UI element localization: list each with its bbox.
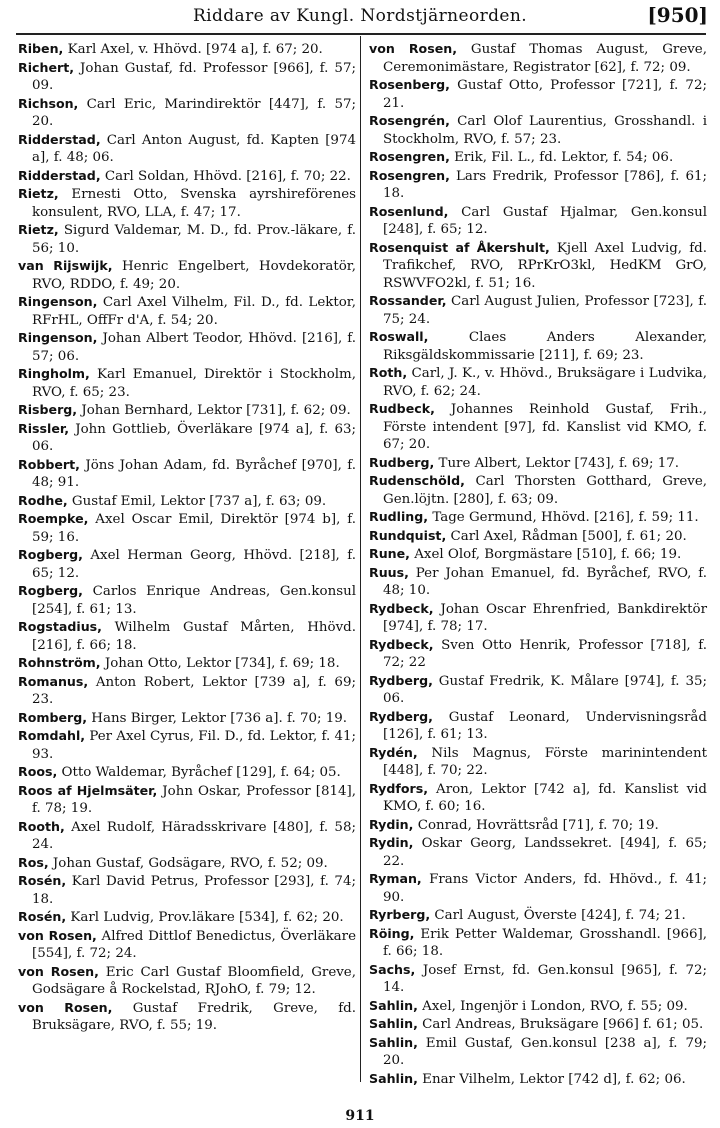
entry-details: Axel Olof, Borgmästare [510], f. 66; 19. bbox=[409, 547, 682, 562]
entry-details: Gustaf Fredrik, Greve, fd. Bruksägare, RVO, f. 55; 19. bbox=[32, 1000, 356, 1033]
right-column bbox=[369, 40, 707, 1088]
register-entry bbox=[18, 329, 356, 365]
entry-details: Karl Emanuel, Direktör i Stockholm, RVO, f. 65; 23. bbox=[32, 367, 356, 400]
register-entry bbox=[18, 59, 356, 95]
entry-surname: Rosengrén, bbox=[369, 113, 450, 128]
entry-details: Gustaf Fredrik, K. Målare [974], f. 35; 06. bbox=[383, 673, 707, 706]
register-entry bbox=[369, 454, 707, 473]
page-header bbox=[0, 0, 720, 36]
entry-surname: Rietz, bbox=[18, 186, 59, 201]
register-entry bbox=[369, 925, 707, 961]
entry-details: Carl Soldan, Hhövd. [216], f. 70; 22. bbox=[100, 168, 351, 184]
entry-surname: Rooth, bbox=[18, 818, 65, 834]
register-entry bbox=[18, 727, 356, 763]
entry-details: Axel Oscar Emil, Direktör [974 b], f. 59; 16. bbox=[32, 512, 356, 545]
header-rule bbox=[16, 33, 706, 35]
entry-details: Eric Carl Gustaf Bloomfield, Greve, Godsägare å Rockelstad, RJohO, f. 79; 12. bbox=[32, 964, 356, 997]
register-entry bbox=[18, 257, 356, 293]
entry-surname: Rydin, bbox=[369, 835, 414, 850]
entry-surname: Rudenschöld, bbox=[369, 473, 465, 488]
register-entry bbox=[18, 167, 356, 186]
entry-details: Josef Ernst, fd. Gen.konsul [965], f. 72; 14. bbox=[383, 962, 707, 995]
register-entry bbox=[369, 527, 707, 546]
entry-surname: Ryman, bbox=[369, 871, 422, 886]
register-entry bbox=[369, 600, 707, 636]
entry-surname: Rogberg, bbox=[18, 583, 83, 598]
entry-surname: Riben, bbox=[18, 41, 64, 56]
entry-surname: Roth, bbox=[369, 365, 408, 380]
column-divider bbox=[360, 36, 361, 1082]
entry-details: Sven Otto Henrik, Professor [718], f. 72; 22 bbox=[383, 637, 707, 670]
register-entry bbox=[18, 131, 356, 167]
entry-surname: Rosenquist af Åkershult, bbox=[369, 239, 550, 255]
register-entry bbox=[369, 636, 707, 672]
entry-details: Kjell Axel Ludvig, fd. Trafikchef, RVO, RPrKrO3kl, HedKM GrO, RSWVFO2kl, f. 51; 16. bbox=[383, 240, 707, 291]
entry-details: Johan Gustaf, Godsägare, RVO, f. 52; 09. bbox=[48, 855, 328, 871]
running-title: Riddare av Kungl. Nordstjärneorden. bbox=[192, 6, 528, 26]
register-entry bbox=[369, 40, 707, 76]
register-entry bbox=[369, 834, 707, 870]
register-entry bbox=[369, 545, 707, 564]
register-entry bbox=[18, 95, 356, 131]
entry-surname: Rosengren, bbox=[369, 149, 450, 164]
entry-surname: Ruus, bbox=[369, 564, 409, 580]
register-entry bbox=[369, 870, 707, 906]
entry-surname: Romdahl, bbox=[18, 728, 86, 743]
entry-details: Emil Gustaf, Gen.konsul [238 a], f. 79; 20. bbox=[383, 1035, 707, 1068]
register-entry bbox=[369, 1034, 707, 1070]
register-entry bbox=[18, 927, 356, 963]
entry-details: Carl Olof Laurentius, Grosshandl. i Stockholm, RVO, f. 57; 23. bbox=[383, 114, 707, 147]
entry-details: Ture Albert, Lektor [743], f. 69; 17. bbox=[434, 455, 680, 471]
register-entry bbox=[18, 293, 356, 329]
register-entry bbox=[18, 420, 356, 456]
entry-surname: Richert, bbox=[18, 59, 75, 75]
entry-surname: von Rosen, bbox=[18, 963, 99, 979]
register-entry bbox=[369, 961, 707, 997]
register-entry bbox=[18, 456, 356, 492]
entry-details: Johan Albert Teodor, Hhövd. [216], f. 57; 06. bbox=[32, 331, 356, 364]
entry-surname: Röing, bbox=[369, 925, 415, 941]
entry-details: Ernesti Otto, Svenska ayrshireförenes konsulent, RVO, LLA, f. 47; 17. bbox=[32, 187, 356, 220]
entry-details: Johan Otto, Lektor [734], f. 69; 18. bbox=[100, 656, 340, 671]
entry-surname: Rydberg, bbox=[369, 672, 433, 688]
entry-surname: Rydin, bbox=[369, 816, 414, 832]
entry-surname: Richson, bbox=[18, 95, 79, 111]
register-entry bbox=[18, 908, 356, 927]
register-entry bbox=[18, 854, 356, 873]
register-entry bbox=[369, 239, 707, 293]
entry-details: Sigurd Valdemar, M. D., fd. Prov.-läkare, f. 56; 10. bbox=[32, 223, 356, 256]
entry-details: Claes Anders Alexander, Riksgäldskommissarie [211], f. 69; 23. bbox=[383, 330, 707, 363]
register-entry bbox=[18, 673, 356, 709]
register-entry bbox=[369, 1015, 707, 1034]
entry-surname: Rosén, bbox=[18, 909, 67, 924]
entry-surname: Rudbeck, bbox=[369, 401, 435, 416]
register-entry bbox=[369, 1070, 707, 1089]
register-entry bbox=[369, 744, 707, 780]
entry-surname: Ringenson, bbox=[18, 330, 98, 345]
entry-details: Hans Birger, Lektor [736 a]. f. 70; 19. bbox=[87, 710, 348, 726]
entry-surname: Roswall, bbox=[369, 329, 429, 344]
entry-details: Enar Vilhelm, Lektor [742 d], f. 62; 06. bbox=[417, 1071, 686, 1087]
entry-details: Axel, Ingenjör i London, RVO, f. 55; 09. bbox=[417, 998, 688, 1014]
entry-surname: Sahlin, bbox=[369, 1070, 418, 1086]
entry-details: Johan Gustaf, fd. Professor [966], f. 57; 09. bbox=[32, 60, 356, 93]
entry-details: Carl August Julien, Professor [723], f. 75; 24. bbox=[383, 294, 707, 327]
register-entry bbox=[18, 654, 356, 673]
entry-details: Henric Engelbert, Hovdekoratör, RVO, RDDO, f. 49; 20. bbox=[32, 259, 356, 292]
entry-details: Conrad, Hovrättsråd [71], f. 70; 19. bbox=[413, 817, 659, 833]
entry-surname: Rosenlund, bbox=[369, 203, 449, 219]
register-entry bbox=[18, 510, 356, 546]
entry-surname: Risberg, bbox=[18, 402, 78, 417]
entry-surname: Sahlin, bbox=[369, 1016, 418, 1031]
entry-surname: Rudberg, bbox=[369, 454, 435, 470]
entry-surname: Rogstadius, bbox=[18, 619, 102, 634]
entry-details: Gustaf Leonard, Undervisningsråd [126], f. 61; 13. bbox=[383, 709, 707, 742]
entry-details: Per Axel Cyrus, Fil. D., fd. Lektor, f. 41; 93. bbox=[32, 729, 357, 762]
register-entry bbox=[369, 672, 707, 708]
entry-details: Erik, Fil. L., fd. Lektor, f. 54; 06. bbox=[449, 150, 674, 165]
entry-surname: von Rosen, bbox=[369, 41, 457, 56]
entry-details: Carlos Enrique Andreas, Gen.konsul [254], f. 61; 13. bbox=[32, 584, 356, 617]
entry-surname: Rietz, bbox=[18, 222, 59, 237]
register-entry bbox=[369, 780, 707, 816]
entry-details: Carl Eric, Marindirektör [447], f. 57; 20. bbox=[32, 96, 356, 129]
register-entry bbox=[369, 816, 707, 835]
entry-surname: Sahlin, bbox=[369, 1034, 418, 1050]
entry-details: Gustaf Emil, Lektor [737 a], f. 63; 09. bbox=[67, 493, 327, 509]
entry-surname: Robbert, bbox=[18, 456, 80, 472]
entry-details: Carl August, Överste [424], f. 74; 21. bbox=[430, 908, 686, 923]
entry-details: Alfred Dittlof Benedictus, Överläkare [554], f. 72; 24. bbox=[32, 928, 356, 961]
entry-details: Karl David Petrus, Professor [293], f. 74; 18. bbox=[32, 874, 356, 907]
entry-details: Aron, Lektor [742 a], fd. Kanslist vid KMO, f. 60; 16. bbox=[383, 781, 707, 814]
register-entry bbox=[18, 999, 356, 1035]
entry-details: Jöns Johan Adam, fd. Byråchef [970], f. 48; 91. bbox=[32, 457, 356, 490]
register-entry bbox=[369, 203, 707, 239]
entry-details: Karl Axel, v. Hhövd. [974 a], f. 67; 20. bbox=[63, 42, 323, 57]
entry-surname: van Rijswijk, bbox=[18, 258, 113, 273]
entry-details: Oskar Georg, Landssekret. [494], f. 65; 22. bbox=[383, 836, 707, 869]
entry-details: Axel Herman Georg, Hhövd. [218], f. 65; 12. bbox=[32, 548, 356, 581]
left-column bbox=[18, 40, 356, 1088]
register-entry bbox=[18, 492, 356, 511]
register-entry bbox=[369, 76, 707, 112]
register-entry bbox=[369, 148, 707, 167]
register-entry bbox=[369, 112, 707, 148]
entry-surname: Romanus, bbox=[18, 673, 89, 689]
entry-surname: Rudling, bbox=[369, 509, 429, 524]
entry-surname: Ryrberg, bbox=[369, 907, 431, 922]
entry-surname: Rodhe, bbox=[18, 492, 68, 508]
entry-details: Gustaf Thomas August, Greve, Ceremonimästare, Registrator [62], f. 72; 09. bbox=[383, 42, 707, 75]
entry-details: John Oskar, Professor [814], f. 78; 19. bbox=[32, 783, 356, 816]
register-entry bbox=[369, 292, 707, 328]
register-entry bbox=[18, 546, 356, 582]
entry-surname: Ridderstad, bbox=[18, 167, 101, 183]
entry-details: Otto Waldemar, Byråchef [129], f. 64; 05. bbox=[57, 765, 341, 780]
entry-details: Johan Bernhard, Lektor [731], f. 62; 09. bbox=[77, 403, 351, 418]
entry-surname: Rydbeck, bbox=[369, 600, 434, 616]
entry-surname: Rossander, bbox=[369, 293, 447, 308]
entry-details: Lars Fredrik, Professor [786], f. 61; 18. bbox=[383, 168, 707, 201]
entry-details: Anton Robert, Lektor [739 a], f. 69; 23. bbox=[32, 674, 356, 707]
entry-surname: Ringenson, bbox=[18, 294, 98, 309]
entry-surname: Rohnström, bbox=[18, 655, 101, 670]
page-number: [950] bbox=[647, 3, 708, 27]
entry-details: Johan Oscar Ehrenfried, Bankdirektör [974], f. 78; 17. bbox=[383, 601, 707, 634]
register-entry bbox=[18, 40, 356, 59]
entry-surname: Rogberg, bbox=[18, 547, 83, 562]
entry-details: Carl Thorsten Gotthard, Greve, Gen.löjtn. [280], f. 63; 09. bbox=[383, 474, 707, 507]
entry-details: Carl Axel Vilhelm, Fil. D., fd. Lektor, RFrHL, OffFr d'A, f. 54; 20. bbox=[32, 295, 356, 328]
entry-details: Erik Petter Waldemar, Grosshandl. [966], f. 66; 18. bbox=[383, 926, 707, 959]
register-entry bbox=[369, 997, 707, 1016]
entry-surname: Rissler, bbox=[18, 420, 70, 436]
register-entry bbox=[18, 365, 356, 401]
register-entry bbox=[369, 167, 707, 203]
register-entry bbox=[18, 782, 356, 818]
entry-surname: Rydén, bbox=[369, 744, 418, 760]
register-entry bbox=[369, 364, 707, 400]
register-entry bbox=[369, 708, 707, 744]
entry-surname: Romberg, bbox=[18, 709, 88, 725]
entry-surname: Sahlin, bbox=[369, 997, 418, 1013]
entry-details: Carl, J. K., v. Hhövd., Bruksägare i Ludvika, RVO, f. 62; 24. bbox=[383, 366, 707, 399]
entry-surname: Ros, bbox=[18, 854, 49, 870]
entry-surname: Roos, bbox=[18, 764, 58, 779]
register-entry bbox=[18, 401, 356, 420]
entry-details: Carl Gustaf Hjalmar, Gen.konsul [248], f. 65; 12. bbox=[383, 204, 707, 237]
register-entry bbox=[369, 906, 707, 925]
register-entry bbox=[369, 564, 707, 600]
entry-details: Johannes Reinhold Gustaf, Frih., Förste intendent [97], fd. Kanslist vid KMO, f. 67; 20. bbox=[383, 402, 707, 452]
register-entry bbox=[18, 963, 356, 999]
entry-surname: Rydberg, bbox=[369, 708, 433, 724]
entry-surname: Rosengren, bbox=[369, 167, 450, 183]
entry-surname: Rydfors, bbox=[369, 780, 428, 796]
entry-details: Carl Axel, Rådman [500], f. 61; 20. bbox=[446, 528, 687, 544]
entry-surname: Rundquist, bbox=[369, 527, 447, 543]
entry-surname: von Rosen, bbox=[18, 999, 113, 1015]
entry-details: Carl Anton August, fd. Kapten [974 a], f. 48; 06. bbox=[32, 132, 356, 165]
entry-details: Tage Germund, Hhövd. [216], f. 59; 11. bbox=[428, 510, 699, 525]
entry-surname: Rosenberg, bbox=[369, 77, 450, 92]
entry-details: Wilhelm Gustaf Mårten, Hhövd. [216], f. 66; 18. bbox=[32, 620, 356, 653]
entry-details: Frans Victor Anders, fd. Hhövd., f. 41; 90. bbox=[383, 872, 707, 905]
register-entry bbox=[369, 508, 707, 527]
entry-details: Karl Ludvig, Prov.läkare [534], f. 62; 20. bbox=[66, 910, 344, 925]
entry-surname: Ridderstad, bbox=[18, 131, 101, 147]
entry-details: Gustaf Otto, Professor [721], f. 72; 21. bbox=[383, 78, 707, 111]
register-entry bbox=[18, 185, 356, 221]
register-entry bbox=[369, 400, 707, 454]
entry-surname: Roempke, bbox=[18, 511, 89, 526]
entry-details: Axel Rudolf, Häradsskrivare [480], f. 58; 24. bbox=[32, 819, 356, 852]
register-entry bbox=[369, 472, 707, 508]
entry-details: Nils Magnus, Förste marinintendent [448], f. 70; 22. bbox=[383, 745, 707, 778]
entry-surname: von Rosen, bbox=[18, 927, 97, 943]
entry-surname: Rune, bbox=[369, 546, 410, 561]
entry-surname: Ringholm, bbox=[18, 366, 90, 381]
register-entry bbox=[369, 328, 707, 364]
entry-details: John Gottlieb, Överläkare [974 a], f. 63; 06. bbox=[32, 421, 356, 454]
register-entry bbox=[18, 818, 356, 854]
register-entry bbox=[18, 709, 356, 728]
register-entry bbox=[18, 582, 356, 618]
entry-surname: Sachs, bbox=[369, 961, 416, 977]
register-entry bbox=[18, 618, 356, 654]
entry-details: Carl Andreas, Bruksägare [966] f. 61; 05. bbox=[417, 1017, 704, 1032]
register-entry bbox=[18, 763, 356, 782]
register-entry bbox=[18, 872, 356, 908]
entry-surname: Rosén, bbox=[18, 873, 67, 888]
folio-number: 911 bbox=[345, 1108, 375, 1124]
register-entry bbox=[18, 221, 356, 257]
entry-surname: Rydbeck, bbox=[369, 636, 434, 652]
entry-details: Per Johan Emanuel, fd. Byråchef, RVO, f. 48; 10. bbox=[383, 565, 707, 598]
entry-surname: Roos af Hjelmsäter, bbox=[18, 782, 158, 798]
